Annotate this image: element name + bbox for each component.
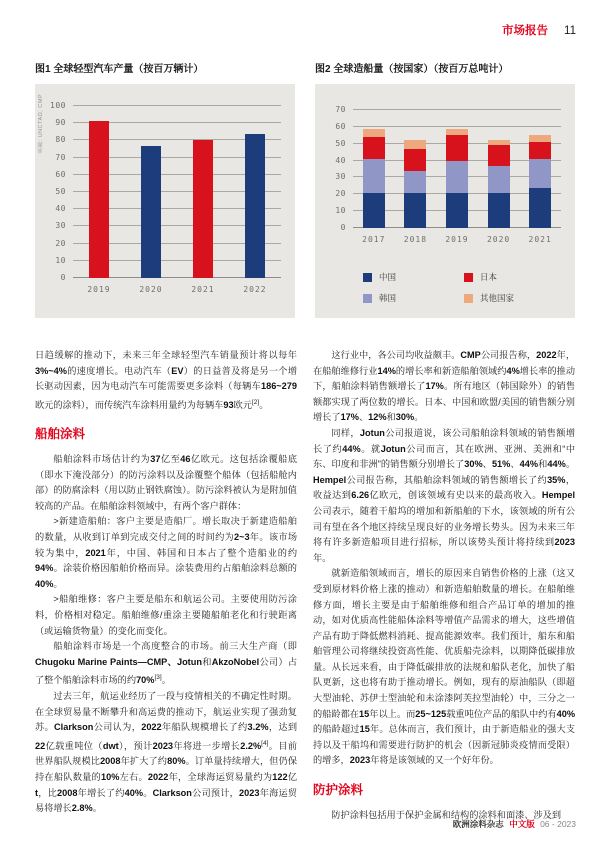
legend-label: 其他国家 xyxy=(480,293,515,303)
x-axis-tick-label: 2021 xyxy=(191,285,215,294)
bar-segment-韩国 xyxy=(363,159,385,193)
y-axis-tick-label: 30 xyxy=(55,221,66,231)
y-axis-tick-label: 40 xyxy=(55,204,66,214)
article-column-right xyxy=(313,348,575,823)
figure2-panel xyxy=(315,84,575,318)
legend-item xyxy=(363,292,464,304)
page-footer xyxy=(453,818,576,830)
bar-2022 xyxy=(245,134,265,278)
article-body xyxy=(35,348,575,823)
bar-group xyxy=(353,110,395,228)
y-axis-tick-label: 50 xyxy=(335,138,346,148)
bar-segment-日本 xyxy=(404,149,426,171)
y-axis-tick-label: 0 xyxy=(60,273,66,282)
bar-2019 xyxy=(89,121,109,278)
bar-group xyxy=(478,110,520,228)
x-axis-tick-label: 2019 xyxy=(445,235,469,244)
x-axis-tick-label: 2020 xyxy=(139,285,163,294)
y-axis-tick-label: 50 xyxy=(55,187,66,196)
paragraph: 船舶涂料市场是一个高度整合的市场。前三大生产商（即Chugoku Marine Paints—CMP、Jotun和AkzoNobel公司）占了整个船舶涂料市场的约70%[3]。 xyxy=(35,641,298,686)
bar-group xyxy=(436,110,478,228)
section-heading: 船舶涂料 xyxy=(35,427,86,442)
legend-label: 中国 xyxy=(379,272,397,282)
figure2-plot xyxy=(335,105,561,244)
legend-label: 日本 xyxy=(480,272,498,282)
paragraph: 过去三年，航运业经历了一段与疫情相关的不确定性时期。在全球贸易量不断攀升和高运费的推动下，航运业实现了强劲复苏。Clarkson公司认为，2022年船队规模增长了约3.2%，达到22亿载重吨位（dwt），预计2023年将进一步增长2.2%[4]。目前世界船队规模比2008年扩大了约80%。订单量持续增大，但仍保持在船队数量的10%左右。2022年，全球海运贸易量约为122亿t，比2008年增长了约40%。Clarkson公司预计，2023年海运贸易将增长2.8%。 xyxy=(35,691,298,814)
journal-title: 欧洲涂料杂志 xyxy=(452,819,504,829)
figure1-source-note: 来源: UNCTAD, CMP xyxy=(38,94,44,154)
bar-segment-韩国 xyxy=(404,171,426,193)
bar-segment-中国 xyxy=(404,193,426,228)
bar-segment-中国 xyxy=(488,193,510,228)
bar-segment-日本 xyxy=(529,142,551,159)
y-axis-tick-label: 70 xyxy=(335,105,346,114)
legend-swatch xyxy=(363,273,372,282)
bars-layer xyxy=(353,110,561,228)
x-axis-labels xyxy=(73,285,281,294)
x-axis-labels xyxy=(353,235,561,244)
bar-segment-中国 xyxy=(363,193,385,228)
legend-swatch xyxy=(363,294,372,303)
bar-segment-日本 xyxy=(446,135,468,160)
bar-segment-其他国家 xyxy=(529,135,551,142)
x-axis-tick-label: 2017 xyxy=(362,235,386,244)
bar-2021 xyxy=(193,140,213,278)
journal-edition: 中文版 xyxy=(509,819,535,829)
y-axis-tick-label: 70 xyxy=(55,152,66,162)
bar-group xyxy=(177,106,229,278)
bar-group xyxy=(229,106,281,278)
y-axis-tick-label: 100 xyxy=(50,101,66,110)
figure1-plot xyxy=(50,101,281,294)
y-axis-tick-label: 20 xyxy=(55,238,66,248)
y-axis-tick-label: 60 xyxy=(335,121,346,131)
bar-group xyxy=(73,106,125,278)
bar-segment-日本 xyxy=(363,137,385,159)
paragraph: >船舶维修：客户主要是船东和航运公司。主要使用防污涂料，价格相对稳定。船舶维修/重涂主要随船舶老化和行驶距离（或运输货物量）的变化而变化。 xyxy=(35,594,297,636)
x-axis-tick-label: 2020 xyxy=(486,235,511,244)
y-axis-tick-label: 40 xyxy=(335,155,346,165)
journal-issue: 06 - 2023 xyxy=(540,819,576,829)
paragraph: 这行业中，各公司均收益颇丰。CMP公司报告称，2022年，在船舶维修行业14%的增长率和新造船舶领域约4%增长率的推动下，船舶涂料销售额增长了17%。所有地区（韩国除外）的销售额都实现了两位数的增长。日本、中国和欧盟/美国的销售额分别增长了17%、12%和30%。 xyxy=(313,350,576,423)
bars-layer xyxy=(73,106,281,278)
figure2-caption: 图2 全球造船量（按国家）（按百万总吨计） xyxy=(315,64,509,75)
legend-item xyxy=(464,271,565,283)
legend-item xyxy=(363,271,464,283)
y-axis-tick-label: 20 xyxy=(335,189,346,199)
section-label: 市场报告 xyxy=(502,25,549,37)
bar-segment-日本 xyxy=(488,145,510,165)
figure2-legend xyxy=(363,271,565,304)
x-axis-tick-label: 2019 xyxy=(87,285,111,294)
legend-swatch xyxy=(464,294,473,303)
bar-segment-其他国家 xyxy=(404,140,426,148)
paragraph: 船舶涂料市场估计约为37亿至46亿欧元。这包括涂覆船底（即水下淹没部分）的防污涂料以及涂覆整个船体（包括船舱内部）的防腐涂料（用以防止钢铁腐蚀）。防污涂料被认为是附加值较高的产品。在船舶涂料领域中，有两个客户群体： xyxy=(35,454,298,511)
paragraph: 日趋缓解的推动下，未来三年全球轻型汽车销量预计将以每年3%~4%的速度增长。电动汽车（EV）的日益普及将是另一个增长驱动因素，因为电动汽车可能需要更多涂料（每辆车186~279欧元的涂料），而传统汽车涂料用量约为每辆车93欧元[2]。 xyxy=(35,350,298,410)
figure1-caption: 图1 全球轻型汽车产量（按百万辆计） xyxy=(35,64,204,75)
bar-2020 xyxy=(141,146,161,278)
bar-group xyxy=(519,110,561,228)
bar-segment-其他国家 xyxy=(446,129,468,136)
bar-segment-其他国家 xyxy=(363,129,385,137)
bar-segment-中国 xyxy=(446,193,468,228)
y-axis-tick-label: 60 xyxy=(55,169,66,179)
paragraph: 同样，Jotun公司报道说，该公司船舶涂料领域的销售额增长了约44%。就Jotun公司而言，其在欧洲、亚洲、美洲和“中东、印度和非洲”的销售额分别增长了30%、51%、44%和44%。Hempel公司报告称，其船舶涂料领域的销售额增长了约35%，收益达到6.26亿欧元，创该领域有史以来的最高收入。Hempel公司表示，随着干船坞的增加和新船舶的下水，该领域的所有公司有望在各个地区持续呈现良好的业务增长势头。因为未来三年将有许多新造船项目进行招标，所以该势头预计将持续到2023年。 xyxy=(313,427,576,563)
figure1-panel xyxy=(35,84,295,318)
x-axis-tick-label: 2022 xyxy=(243,285,267,294)
paragraph: >新建造船舶：客户主要是造船厂。增长取决于新建造船舶的数量，从收到订单到完成交付之间的时间约为2~3年。该市场较为集中，2021年，中国、韩国和日本占了整个造船业的约94%。涂装价格因船舶价格而异。涂装费用约占船舶涂料总额的40%。 xyxy=(35,516,298,589)
bar-segment-韩国 xyxy=(529,159,551,188)
y-axis-tick-label: 80 xyxy=(55,135,66,145)
paragraph: 防护涂料包括用于保护金属和结构的涂料和面漆、涉及到 xyxy=(331,809,562,820)
y-axis-tick-label: 0 xyxy=(340,223,346,232)
bar-segment-中国 xyxy=(529,188,551,228)
bar-segment-韩国 xyxy=(488,166,510,193)
x-axis-tick-label: 2021 xyxy=(528,235,552,244)
section-heading: 防护涂料 xyxy=(313,783,364,798)
page-header xyxy=(502,22,576,38)
bar-group xyxy=(395,110,437,228)
y-axis-tick-label: 90 xyxy=(55,118,66,128)
y-axis-tick-label: 30 xyxy=(335,172,346,182)
y-axis-tick-label: 10 xyxy=(335,206,346,216)
x-axis-tick-label: 2018 xyxy=(403,235,428,244)
legend-swatch xyxy=(464,273,473,282)
paragraph: 就新造船领域而言，增长的原因来自销售价格的上涨（这又受到原材料价格上涨的推动）和新造船舶数量的增长。在船舶维修方面，增长主要是由于船舶维修和组合产品订单的增加的推动，如对优质高性能船体涂料等增值产品需求的增大，这些增值产品有助于降低燃料消耗、提高能源效率。我们预计，船东和船舶管理公司将继续投资高性能、优质船壳涂料，以期降低碳排放量。从长远来看，由于降低碳排放的法规和船队老化，加快了船队更新，这也将有助于推动增长。例如，现有的原油船队（即超大型油轮、苏伊士型油轮和未涂漆阿芙拉型油轮）中，三分之一的船龄都在15年以上。而25~125载重吨位产品的船队中约有40%的船龄超过15年。总体而言，我们预计，由于新造船业的强大支持以及干船坞和需要进行防护的机会（因新冠肺炎疫情而受限）的增多，2023年将是该领域的又一个好年份。 xyxy=(313,568,576,766)
article-column-left xyxy=(35,348,297,823)
page-number: 11 xyxy=(564,25,576,37)
y-axis-tick-label: 10 xyxy=(55,255,66,265)
legend-label: 韩国 xyxy=(379,293,397,303)
legend-item xyxy=(464,292,565,304)
bar-segment-韩国 xyxy=(446,161,468,193)
bar-group xyxy=(125,106,177,278)
